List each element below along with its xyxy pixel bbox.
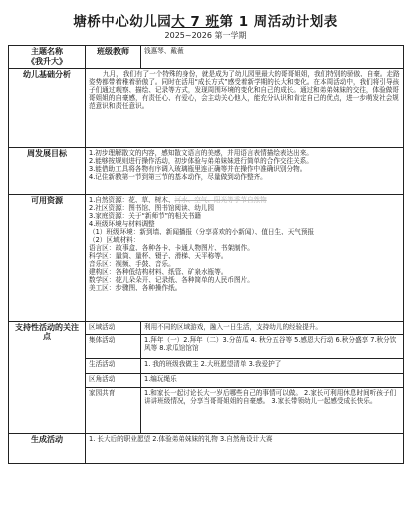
goal-item: 4.记住新教第一节到第三节的基本动作，尽量做到动作整齐。 <box>89 172 267 181</box>
outcomes-text: 1. 长大后的职业愿望 2.体验弟弟妹妹的礼物 3.自然角设计大赛 <box>86 433 404 463</box>
resource-item: （2）区域材料： <box>89 235 140 244</box>
weekly-plan-table <box>8 45 404 464</box>
resource-item: 音乐区：视频、手鼓、音乐。 <box>89 259 175 268</box>
theme-label: 主题名称 《我升大》 <box>9 46 86 69</box>
resource-item: 3.家庭资源：关于“新师节”的相关书籍 <box>89 211 202 220</box>
teacher-label: 班级教师 <box>86 46 141 69</box>
support-label: 支持性活动的关注点 <box>9 321 86 433</box>
resource-item: 1.自然资源：花、草、树木、河水、空气、阳光等季节自然物 <box>89 195 267 204</box>
resource-item: （1）班级环境：新到墙、新闻播报（分享喜欢的小新闻）、值日生、天气预报 <box>89 227 315 236</box>
support-text: 利用不同的区域游戏，融入一日生活，支持幼儿的经验提升。 <box>141 321 404 334</box>
analysis-label: 幼儿基础分析 <box>9 68 86 147</box>
outcomes-row <box>9 433 404 463</box>
support-name: 家园共育 <box>86 387 141 433</box>
resource-item: 语言区：故事盒、各种各卡、卡通人物图片、书架制作。 <box>89 243 254 252</box>
resource-item: 科学区：量筒、量杯、镊子、滑梯、天平称等。 <box>89 251 228 260</box>
support-name: 集体活动 <box>86 334 141 358</box>
resource-item: 建构区：各种低结构材料、纸管、矿泉水瓶等。 <box>89 267 228 276</box>
goal-item: 1.初步理解散文的内容，感知散文语言的美感，并用语言表情描绘表达出来。 <box>89 148 313 157</box>
analysis-text: 九月，我们有了一个特殊的身份，就是成为了幼儿园里最大的哥哥姐姐，我们特别的骄傲、自豪。走路姿势都带着稚着骄傲了。同时在活用“成长方式”感受着新学期的长大和变化。在本周活动中，我们将引导孩子们通过观察、描绘、记录等方式，发现周围环境的变化和自己的成长。通过和弟弟妹妹的交往，体验做哥哥姐姐的自豪感，有责任心、有爱心，会主动关心他人，能充分认识和肯定自己的优点，进一步萌发社会规范意识和责任意识。 <box>86 68 404 147</box>
resource-item: 美工区：步骤图、各种操作纸。 <box>89 283 182 292</box>
support-name: 区角活动 <box>86 373 141 387</box>
semester-subtitle: 2025~2026 第一学期 <box>164 31 247 40</box>
resources-list <box>86 194 404 321</box>
support-text: 1.拜年（一）2.拜年（二）3.分苗瓜 4. 秋分五谷等 5.感恩大行动 6.秋分盛享 7.秋分饮风等 8.求瓜馆馆馆 <box>141 334 404 358</box>
theme-row <box>9 46 404 69</box>
class-name: 大 7 班 <box>171 14 220 30</box>
resources-label: 可用资源 <box>9 194 86 321</box>
resource-item: 2.社区资源：图书馆、图书馆阅读、幼儿园 <box>89 203 214 212</box>
support-text: 1.和家长一起讨论长大一岁后哪些自己的事情可以做。 2.家长可利用休息时间听孩子们讲讲班级情况，分享当哥哥姐姐的自豪感。 3.家长带领幼儿一起感受成长快乐。 <box>141 387 404 433</box>
resources-row <box>9 194 404 321</box>
resource-item: 数学区：花儿朵朵开、记录纸、各种简单的人民币图片。 <box>89 275 254 284</box>
outcomes-label: 生成活动 <box>9 433 86 463</box>
goal-item: 3.能借助工具将各物有序调入玻璃瓶里连正确等并在操作中准确识别分物。 <box>89 164 307 173</box>
support-name: 生活活动 <box>86 358 141 373</box>
goal-item: 2.能够按规则进行操作活动，初步体验与弟弟妹妹进行简单的合作交往关系。 <box>89 156 313 165</box>
goals-row <box>9 147 404 194</box>
resource-item: 4.班级环境与材料调整 <box>89 219 155 228</box>
support-row-area <box>9 321 404 334</box>
support-text: 1. 我的班级我做主 2.大班愿望清单 3.我爱护了 <box>141 358 404 373</box>
resource-faded: 河水、空气、阳光等季节自然物 <box>174 195 267 204</box>
page-title: 塘桥中心幼儿园大 7 班第 1 周活动计划表 <box>73 14 338 30</box>
support-name: 区域活动 <box>86 321 141 334</box>
goals-list <box>86 147 404 194</box>
support-text: 1.编玩绳乐 <box>141 373 404 387</box>
analysis-row <box>9 68 404 147</box>
teacher-value: 钱惠琴、戴薇 <box>141 46 404 69</box>
goals-label: 周发展目标 <box>9 147 86 194</box>
